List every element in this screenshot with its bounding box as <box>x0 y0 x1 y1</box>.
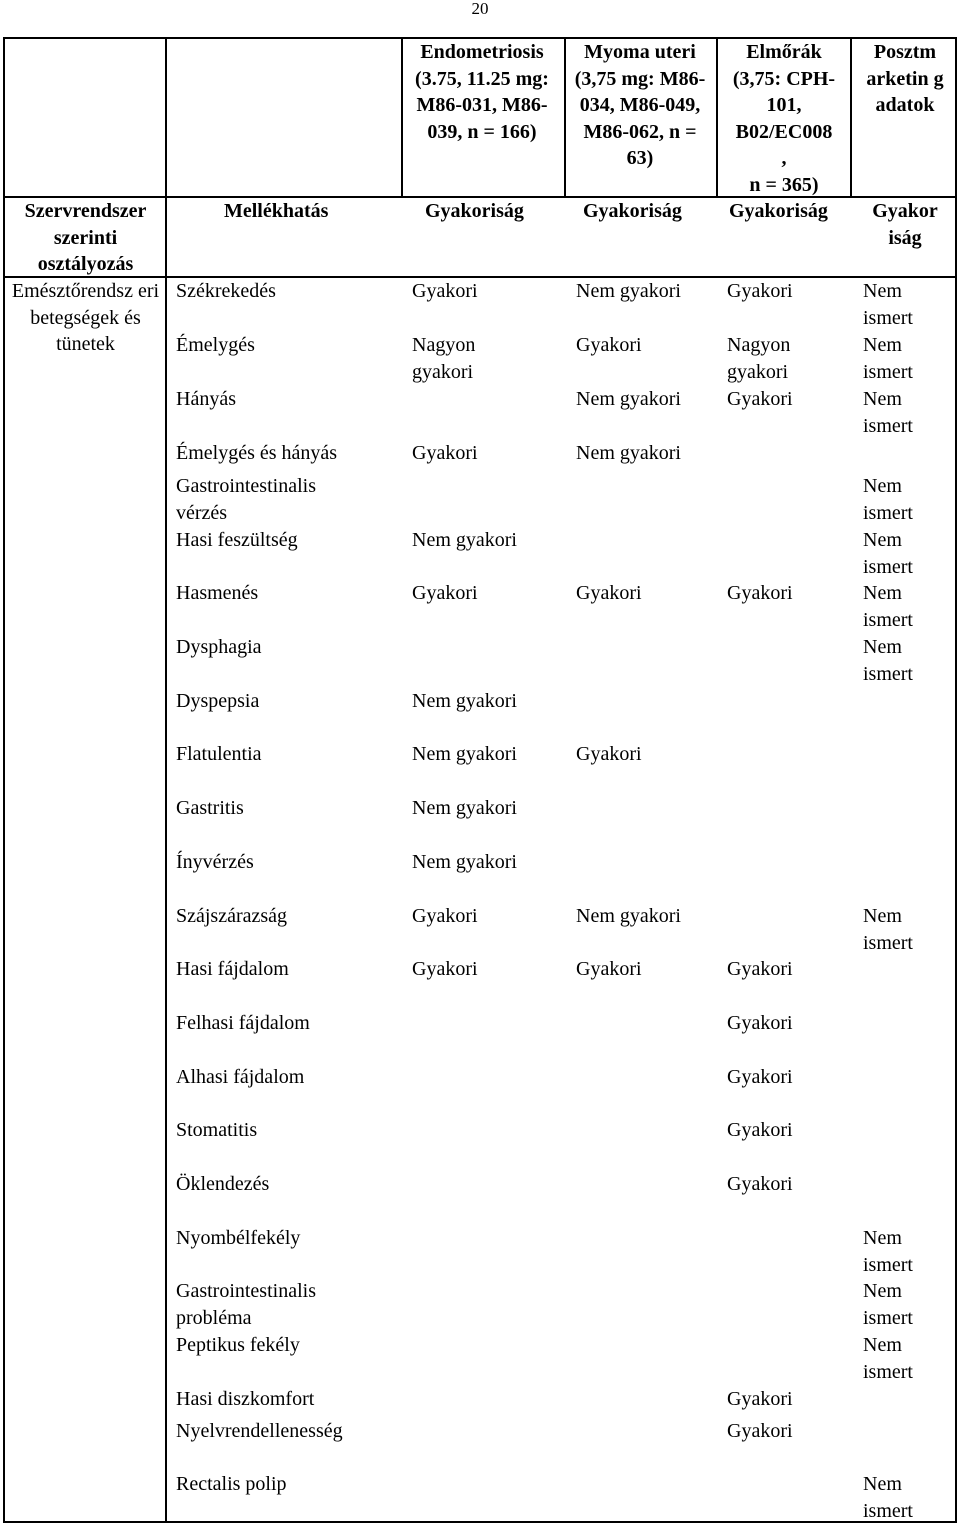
side-effect-name: Gastrointestinalis vérzés <box>176 475 316 524</box>
column-header-elmorak: Elmőrák (3,75: CPH-101, B02/EC008 , n = 365) <box>732 41 836 196</box>
frequency-endometriosis: Nem gyakori <box>412 529 517 551</box>
column-header-endometriosis: Endometriosis (3.75, 11.25 mg: M86-031, M86-039, n = 166) <box>415 41 549 143</box>
side-effect-name: Rectalis polip <box>176 1473 287 1495</box>
subheader-frequency-endometriosis: Gyakoriság <box>425 200 524 222</box>
column-divider-elmorak <box>716 37 718 197</box>
side-effect-name: Öklendezés <box>176 1173 270 1195</box>
side-effect-name: Peptikus fekély <box>176 1334 300 1356</box>
frequency-elmorak: Nagyon gyakori <box>727 334 791 383</box>
side-effect-name: Nyelvrendellenesség <box>176 1420 343 1442</box>
frequency-myoma: Gyakori <box>576 743 642 765</box>
frequency-endometriosis: Gyakori <box>412 442 478 464</box>
frequency-endometriosis: Nem gyakori <box>412 851 517 873</box>
frequency-postmarketing: Nem ismert <box>863 388 913 437</box>
frequency-endometriosis: Gyakori <box>412 280 478 302</box>
page-number: 20 <box>471 0 489 18</box>
frequency-endometriosis: Gyakori <box>412 958 478 980</box>
side-effect-name: Ínyvérzés <box>176 851 254 873</box>
subheader-frequency-postmarketing: Gyakor iság <box>872 200 938 249</box>
side-effect-name: Alhasi fájdalom <box>176 1066 305 1088</box>
side-effect-name: Gastrointestinalis probléma <box>176 1280 316 1329</box>
column-divider-myoma <box>564 37 566 197</box>
side-effect-name: Felhasi fájdalom <box>176 1012 310 1034</box>
frequency-myoma: Nem gyakori <box>576 905 681 927</box>
side-effect-name: Székrekedés <box>176 280 276 302</box>
frequency-postmarketing: Nem ismert <box>863 280 913 329</box>
frequency-postmarketing: Nem ismert <box>863 475 913 524</box>
frequency-myoma: Nem gyakori <box>576 388 681 410</box>
side-effect-name: Stomatitis <box>176 1119 258 1141</box>
side-effect-name: Hasi feszültség <box>176 529 298 551</box>
frequency-elmorak: Gyakori <box>727 1420 793 1442</box>
frequency-endometriosis: Nem gyakori <box>412 797 517 819</box>
frequency-endometriosis: Nagyon gyakori <box>412 334 476 383</box>
frequency-elmorak: Gyakori <box>727 958 793 980</box>
column-header-postmarketing: Posztm arketin g adatok <box>866 41 944 116</box>
frequency-postmarketing: Nem ismert <box>863 529 913 578</box>
frequency-elmorak: Gyakori <box>727 1012 793 1034</box>
side-effect-name: Dysphagia <box>176 636 262 658</box>
side-effect-name: Gastritis <box>176 797 244 819</box>
organ-system-header: Szervrendszer szerinti osztályozás <box>24 200 147 275</box>
column-divider-postmarketing <box>850 37 852 197</box>
side-effect-name: Dyspepsia <box>176 690 260 712</box>
frequency-endometriosis: Gyakori <box>412 582 478 604</box>
frequency-myoma: Gyakori <box>576 582 642 604</box>
side-effect-name: Émelygés <box>176 334 255 356</box>
frequency-endometriosis: Nem gyakori <box>412 690 517 712</box>
side-effect-name: Nyombélfekély <box>176 1227 301 1249</box>
frequency-elmorak: Gyakori <box>727 388 793 410</box>
frequency-postmarketing: Nem ismert <box>863 1227 913 1276</box>
frequency-postmarketing: Nem ismert <box>863 636 913 685</box>
frequency-postmarketing: Nem ismert <box>863 334 913 383</box>
column-divider-group <box>165 37 167 1523</box>
frequency-myoma: Nem gyakori <box>576 280 681 302</box>
frequency-myoma: Nem gyakori <box>576 442 681 464</box>
frequency-elmorak: Gyakori <box>727 1119 793 1141</box>
column-header-myoma: Myoma uteri (3,75 mg: M86-034, M86-049, M86-062, n = 63) <box>574 41 706 169</box>
frequency-elmorak: Gyakori <box>727 582 793 604</box>
side-effect-name: Szájszárazság <box>176 905 288 927</box>
subheader-frequency-myoma: Gyakoriság <box>583 200 682 222</box>
frequency-postmarketing: Nem ismert <box>863 1280 913 1329</box>
frequency-postmarketing: Nem ismert <box>863 905 913 954</box>
column-divider-endometriosis <box>401 37 403 197</box>
frequency-myoma: Gyakori <box>576 334 642 356</box>
frequency-postmarketing: Nem ismert <box>863 1334 913 1383</box>
side-effect-name: Hasmenés <box>176 582 259 604</box>
side-effect-name: Hasi fájdalom <box>176 958 289 980</box>
frequency-elmorak: Gyakori <box>727 280 793 302</box>
subheader-side-effect: Mellékhatás <box>224 200 329 222</box>
frequency-elmorak: Gyakori <box>727 1388 793 1410</box>
frequency-endometriosis: Nem gyakori <box>412 743 517 765</box>
frequency-elmorak: Gyakori <box>727 1173 793 1195</box>
side-effect-name: Hasi diszkomfort <box>176 1388 315 1410</box>
organ-system-label: Emésztőrendsz eri betegségek és tünetek <box>11 280 160 355</box>
frequency-postmarketing: Nem ismert <box>863 1473 913 1522</box>
subheader-frequency-elmorak: Gyakoriság <box>729 200 828 222</box>
frequency-postmarketing: Nem ismert <box>863 582 913 631</box>
frequency-elmorak: Gyakori <box>727 1066 793 1088</box>
side-effect-name: Hányás <box>176 388 236 410</box>
frequency-myoma: Gyakori <box>576 958 642 980</box>
side-effect-name: Flatulentia <box>176 743 262 765</box>
side-effect-name: Émelygés és hányás <box>176 442 338 464</box>
frequency-endometriosis: Gyakori <box>412 905 478 927</box>
